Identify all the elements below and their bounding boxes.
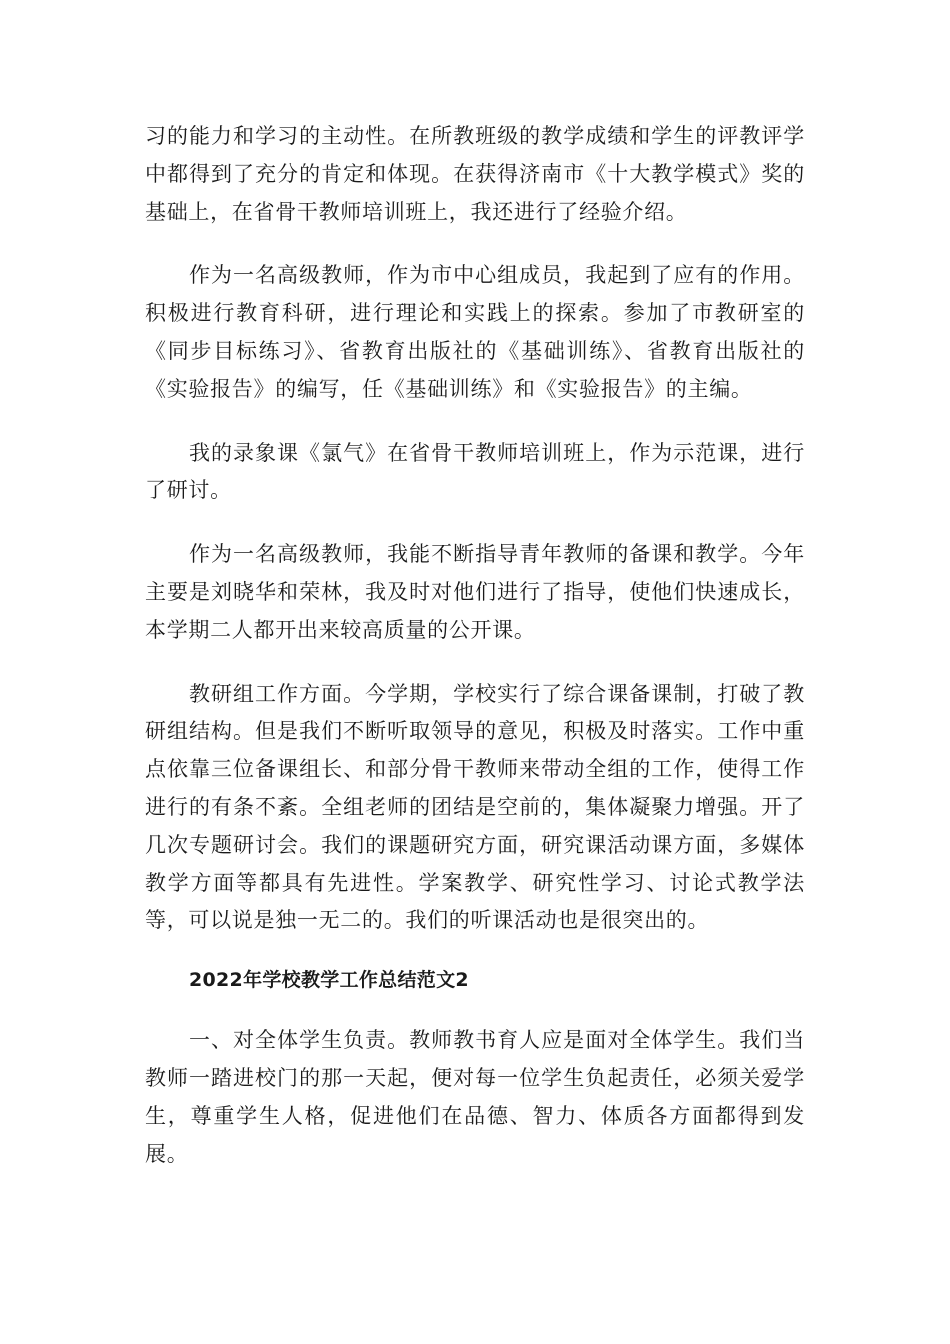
paragraph: 教研组工作方面。今学期，学校实行了综合课备课制，打破了教研组结构。但是我们不断听取领导的意见，积极及时落实。工作中重点依靠三位备课组长、和部分骨干教师来带动全组的工作，使得工作进行的有条不紊。全组老师的团结是空前的，集体凝聚力增强。开了几次专题研讨会。我们的课题研究方面，研究课活动课方面，多媒体教学方面等都具有先进性。学案教学、研究性学习、讨论式教学法等，可以说是独一无二的。我们的听课活动也是很突出的。 — [145, 681, 805, 933]
paragraph-continued: 习的能力和学习的主动性。在所教班级的教学成绩和学生的评教评学中都得到了充分的肯定和体现。在获得济南市《十大教学模式》奖的基础上，在省骨干教师培训班上，我还进行了经验介绍。 — [145, 124, 805, 224]
document-page — [145, 118, 805, 1199]
paragraph: 作为一名高级教师，作为市中心组成员，我起到了应有的作用。积极进行教育科研，进行理论和实践上的探索。参加了市教研室的《同步目标练习》、省教育出版社的《基础训练》、省教育出版社的《实验报告》的编写，任《基础训练》和《实验报告》的主编。 — [145, 263, 805, 401]
paragraph: 我的录象课《氯气》在省骨干教师培训班上，作为示范课，进行了研讨。 — [145, 440, 805, 503]
paragraph: 一、对全体学生负责。教师教书育人应是面对全体学生。我们当教师一踏进校门的那一天起，便对每一位学生负起责任，必须关爱学生，尊重学生人格，促进他们在品德、智力、体质各方面都得到发展。 — [145, 1028, 805, 1166]
section-heading: 2022年学校教学工作总结范文2 — [189, 969, 469, 992]
paragraph: 作为一名高级教师，我能不断指导青年教师的备课和教学。今年主要是刘晓华和荣林，我及时对他们进行了指导，使他们快速成长，本学期二人都开出来较高质量的公开课。 — [145, 542, 805, 642]
